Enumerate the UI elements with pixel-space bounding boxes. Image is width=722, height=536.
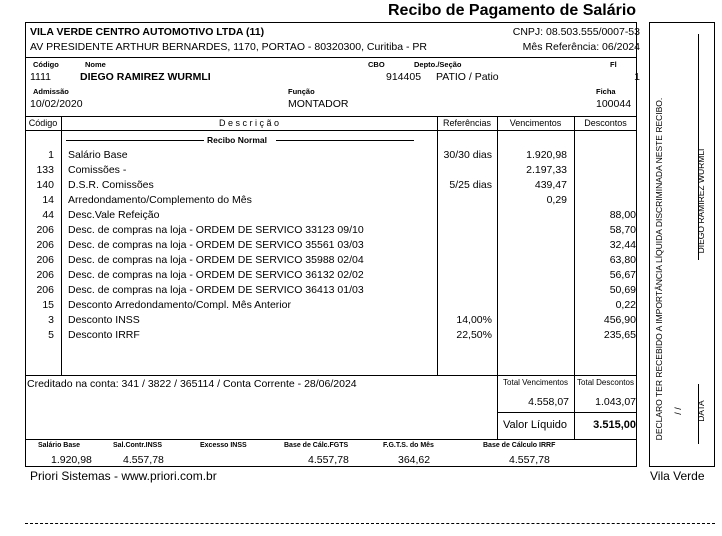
total-earnings: 4.558,07 <box>528 396 569 408</box>
signature-employee-name: DIEGO RAMIREZ WURMLI <box>696 148 706 254</box>
employee-admission: 10/02/2020 <box>30 98 83 110</box>
item-description: Comissões - <box>68 164 127 176</box>
base-value-fgts-month: 364,62 <box>398 454 431 466</box>
divider <box>25 439 637 440</box>
date-slashes: / / <box>673 407 683 415</box>
net-value-label: Valor Líquido <box>503 419 568 431</box>
item-code: 206 <box>36 269 54 281</box>
section-title: Recibo Normal <box>207 135 267 145</box>
divider <box>25 130 637 131</box>
item-reference: 14,00% <box>456 314 492 326</box>
item-code: 15 <box>42 299 54 311</box>
declaration-text: DECLARO TER RECEBIDO A IMPORTÂNCIA LÍQUIDA DISCRIMINADA NESTE RECIBO. <box>654 97 664 441</box>
base-label-fgts-month: F.G.T.S. do Mês <box>383 442 434 449</box>
reference-month: Mês Referência: 06/2024 <box>522 41 640 53</box>
employee-cbo: 914405 <box>386 71 422 83</box>
employee-code: 1111 <box>30 71 52 83</box>
employee-dept: PATIO / Patio <box>436 71 499 83</box>
item-earning: 2.197,33 <box>526 164 567 176</box>
label-cbo: CBO <box>368 60 385 69</box>
base-value-irrf: 4.557,78 <box>509 454 550 466</box>
label-record: Ficha <box>596 87 616 96</box>
date-label: DATA <box>696 400 706 422</box>
page-title: Recibo de Pagamento de Salário <box>388 2 637 19</box>
total-earnings-label: Total Vencimentos <box>503 378 568 387</box>
table-row <box>26 209 636 224</box>
table-row <box>26 149 636 164</box>
base-value-fgts: 4.557,78 <box>308 454 349 466</box>
item-deduction: 50,69 <box>609 284 636 296</box>
header-code: Código <box>28 118 58 128</box>
item-description: Desc.Vale Refeição <box>68 209 160 221</box>
item-deduction: 56,67 <box>609 269 636 281</box>
divider <box>25 375 637 376</box>
item-reference: 5/25 dias <box>449 179 492 191</box>
table-row <box>26 299 636 314</box>
label-name: Nome <box>85 60 106 69</box>
item-code: 1 <box>48 149 54 161</box>
company-short-name: Vila Verde <box>650 469 705 483</box>
item-description: Salário Base <box>68 149 128 161</box>
item-code: 44 <box>42 209 54 221</box>
net-value: 3.515,00 <box>593 419 636 431</box>
item-code: 206 <box>36 224 54 236</box>
section-rule <box>66 140 204 141</box>
company-name: VILA VERDE CENTRO AUTOMOTIVO LTDA (11) <box>30 26 265 38</box>
item-earning: 0,29 <box>546 194 567 206</box>
base-value-inss: 4.557,78 <box>123 454 164 466</box>
employee-function: MONTADOR <box>288 98 349 110</box>
item-code: 206 <box>36 254 54 266</box>
credit-info: Creditado na conta: 341 / 3822 / 365114 / Conta Corrente - 28/06/2024 <box>27 378 357 390</box>
total-deductions: 1.043,07 <box>595 396 636 408</box>
item-code: 133 <box>36 164 54 176</box>
item-deduction: 456,90 <box>603 314 636 326</box>
item-code: 5 <box>48 329 54 341</box>
item-description: Desc. de compras na loja - ORDEM DE SERVICO 36132 02/02 <box>68 269 364 281</box>
table-row <box>26 314 636 329</box>
employee-branch: 1 <box>634 71 640 83</box>
company-address: AV PRESIDENTE ARTHUR BERNARDES, 1170, PORTAO - 80320300, Curitiba - PR <box>30 41 428 53</box>
header-deductions: Descontos <box>584 118 627 128</box>
item-reference: 22,50% <box>456 329 492 341</box>
table-row <box>26 179 636 194</box>
table-row <box>26 269 636 284</box>
table-row <box>26 164 636 179</box>
company-cnpj: CNPJ: 08.503.555/0007-53 <box>512 26 640 38</box>
item-deduction: 88,00 <box>609 209 636 221</box>
item-description: Desconto IRRF <box>68 329 140 341</box>
item-code: 206 <box>36 284 54 296</box>
item-code: 206 <box>36 239 54 251</box>
item-deduction: 58,70 <box>609 224 636 236</box>
header-references: Referências <box>442 118 492 128</box>
item-code: 3 <box>48 314 54 326</box>
table-row <box>26 224 636 239</box>
item-deduction: 32,44 <box>609 239 636 251</box>
divider <box>497 412 637 413</box>
employee-record: 100044 <box>596 98 632 110</box>
item-description: D.S.R. Comissões <box>68 179 154 191</box>
item-earning: 439,47 <box>534 179 567 191</box>
label-dept: Depto./Seção <box>414 60 462 69</box>
item-description: Desconto INSS <box>68 314 140 326</box>
item-code: 14 <box>42 194 54 206</box>
cut-line <box>25 523 715 524</box>
base-label-fgts: Base de Cálc.FGTS <box>284 442 349 449</box>
base-label-salary: Salário Base <box>38 442 81 449</box>
table-row <box>26 239 636 254</box>
item-description: Desconto Arredondamento/Compl. Mês Anterior <box>68 299 291 311</box>
item-description: Desc. de compras na loja - ORDEM DE SERVICO 35988 02/04 <box>68 254 364 266</box>
base-label-excess: Excesso INSS <box>200 442 247 449</box>
table-row <box>26 254 636 269</box>
base-label-inss: Sal.Contr.INSS <box>113 442 163 449</box>
item-description: Desc. de compras na loja - ORDEM DE SERVICO 36413 01/03 <box>68 284 364 296</box>
label-admission: Admissão <box>33 87 69 96</box>
header-earnings: Vencimentos <box>509 118 562 128</box>
item-description: Desc. de compras na loja - ORDEM DE SERVICO 33123 09/10 <box>68 224 364 236</box>
label-branch: Fl <box>610 60 617 69</box>
divider <box>25 116 637 117</box>
total-deductions-label: Total Descontos <box>577 378 634 387</box>
table-row <box>26 194 636 209</box>
item-description: Arredondamento/Complemento do Mês <box>68 194 252 206</box>
item-description: Desc. de compras na loja - ORDEM DE SERVICO 35561 03/03 <box>68 239 364 251</box>
item-earning: 1.920,98 <box>526 149 567 161</box>
item-deduction: 0,22 <box>615 299 636 311</box>
item-deduction: 63,80 <box>609 254 636 266</box>
item-code: 140 <box>36 179 54 191</box>
base-label-irrf: Base de Cálculo IRRF <box>483 442 556 449</box>
divider <box>25 57 637 58</box>
software-credit: Priori Sistemas - www.priori.com.br <box>30 469 217 483</box>
section-rule <box>276 140 414 141</box>
label-code: Código <box>33 60 59 69</box>
header-description: D e s c r i ç ã o <box>218 118 280 128</box>
table-row <box>26 329 636 344</box>
table-row <box>26 284 636 299</box>
base-value-salary: 1.920,98 <box>51 454 92 466</box>
item-deduction: 235,65 <box>603 329 636 341</box>
item-reference: 30/30 dias <box>443 149 492 161</box>
label-function: Função <box>288 87 315 96</box>
employee-name: DIEGO RAMIREZ WURMLI <box>80 71 211 83</box>
